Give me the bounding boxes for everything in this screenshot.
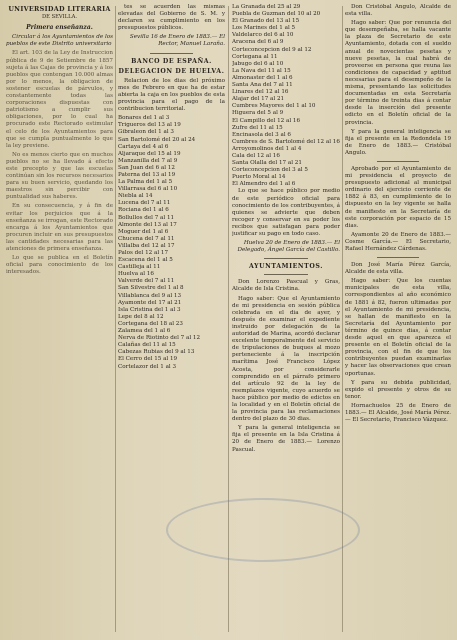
paragraph: tes se acuerden las mismas elevadas del Gobierno de S. M. y declaren su cumplimiento en los presupuestos públicos. [118, 4, 225, 32]
list-item: Alajar del 17 al 21 [232, 96, 285, 103]
list-item: Zufre del 11 al 15 [232, 124, 283, 131]
list-item: El Almendro del 1 al 6 [232, 181, 296, 188]
list-item: San Bartolomé del 20 al 24 [118, 136, 196, 143]
paragraph: Don José María Pérez García, Alcalde de esta villa. [345, 262, 451, 276]
section-header: BANCO DE ESPAÑA. [131, 57, 212, 65]
list-item: Cala del 12 al 16 [232, 152, 280, 159]
paragraph: Aprobado por el Ayuntamiento de mi presidencia el proyecto de presupuesto adicional al municipal ordinario del ejercicio corriente de 1882 á 83, en cumplimiento de lo dispuesto en la ley vigente se halla de manifiesto en la Secretaría de este corporación por espacio de 15 dias. [345, 165, 451, 229]
section-header: AYUNTAMIENTOS. [249, 263, 323, 271]
paragraph: Hago saber: Que el Ayuntamiento de mi presidencia en sesión pública celebrada en el dia de ayer, y después de examinar el expediente instruido por delegación de la autoridad de Marina, acordó declarar excelente temporalmente del servicio de tripulaciones de buques al mozo perteneciente á la inscripción marítima José Francisco López Acosta, por considerarle comprendido en el párrafo primero del artículo 92 de la ley de reemplazos vigente, cuyo acuerdo se hace público por medio de edictos en la localidad y en el Boletín oficial de la provincia para las reclamaciones dentro del plazo de 30 dias. [232, 295, 340, 423]
paragraph: Lo que se publica en el Boletín oficial para conocimiento de los interesados. [6, 255, 113, 276]
list-item: San Silvestre del 1 al 8 [118, 285, 184, 292]
list-item: Huelva al 16 [118, 271, 154, 278]
list-item: Nerva de Riotinto del 7 al 12 [118, 335, 201, 342]
list-item: El Cerro del 15 al 19 [118, 356, 178, 363]
list-item: Escacena del 1 al 5 [118, 257, 173, 264]
separator [377, 257, 419, 258]
payment-schedule-list [232, 4, 340, 188]
list-item: Corteconcepcion del 3 al 5 [232, 167, 308, 174]
list-item: Arroyomolinos del 1 al 4 [232, 145, 302, 152]
list-item: Los Marines del 1 al 5 [232, 25, 296, 32]
list-item: Villablanca del 9 al 13 [118, 292, 182, 299]
list-item: Lepe del 8 al 12 [118, 313, 164, 320]
list-item: El Granado del 13 al 15 [232, 18, 300, 25]
list-item: Zalamea del 1 al 6 [118, 328, 171, 335]
list-item: Encinasola del 3 al 6 [232, 131, 291, 138]
paragraph: Ayamonte 20 de Enero de 1883.— Cosme García.— El Secretario, Rafael Hernández Cárdenas. [345, 231, 451, 252]
list-item: Puerto Moral al 14 [232, 174, 286, 181]
column-1 [6, 4, 113, 636]
column-rule [228, 6, 229, 632]
section-title: Primera enseñanza. [26, 24, 93, 32]
list-item: Bollullos del 7 al 11 [118, 214, 175, 221]
paragraph: Relacion de los dias del próximo mes de Febrero en que ha de estar abierta la caja en los pueblos de esta provincia para el pago de la contribucion territorial. [118, 77, 225, 113]
paragraph: Hago saber: Que los cuentas municipales de esta villa, correspondientes al año económico de 1881 á 82, fueron ultimadas por el Ayuntamiento de mi presidencia, se hallan de manifiesto en la Secretaría del Ayuntamiento por término de quince dias, á contar desde aquel en que aparezca el presente en el Boletín oficial de la provincia, con el fin de que los contribuyentes puedan examinarlas y hacer las observaciones que crean oportunas. [345, 278, 451, 377]
list-item: Aracena del 6 al 9 [232, 39, 284, 46]
paragraph: Don Lorenzo Pascual y Gras, Alcalde de Isla Cristina. [232, 279, 340, 293]
signature: Huelva 20 de Enero de 1883.— El Delegado, Ángel García del Castillo. [237, 240, 340, 254]
paragraph: Don Cristóbal Angulo, Alcalde de esta villa. [345, 4, 451, 18]
section-header: UNIVERSIDAD LITERARIA [8, 5, 111, 13]
list-item: Calañas del 11 al 15 [118, 342, 176, 349]
paragraph: Hago saber: Que por renuncia del que desempeñaba, se halla vacante la plaza de Secretario de este Ayuntamiento, dotada con el sueldo anual de novecientas pesetas y nueve pesetas, la cual habrá de proveerse en persona que reuna las condiciones de capacidad y aptitud necesarias para el desempeño de la misma, presentando las solicitudes documentadas en esta Secretaría por término de treinta dias á contar desde la inserción del presente edicto en el Boletín oficial de la provincia. [345, 20, 451, 126]
paragraph: No es menos cierto que en muchos pueblos no se ha llevado á efecto este precepto y que las escuelas continúan sin los recursos necesarios para su buen servicio, quedando los maestros sin percibir con puntualidad sus haberes. [6, 151, 113, 201]
paragraph: Hornachuelos 25 de Enero de 1883.— El Alcalde, José María Pérez.— El Secretario, Francisco Vázquez. [345, 402, 451, 424]
list-item: Lucena del 7 al 11 [118, 200, 171, 207]
list-item: Almonaster del 1 al 6 [232, 74, 293, 81]
paragraph: Lo que se hace público por medio de este periódico oficial para conocimiento de los contribuyentes, á quienes se advierte que deben recoger y conservar en su poder los recibos que satisfagan para poder justificar su pago en todo caso. [232, 188, 340, 237]
list-item: La Granada del 25 al 29 [232, 4, 301, 10]
list-item: La Nava del 11 al 15 [232, 67, 291, 74]
list-item: Cumbres de S. Bartolomé del 12 al 16 [232, 138, 340, 145]
list-item: Jabugo del 6 al 10 [232, 60, 284, 67]
list-item: Rociana del 1 al 6 [118, 207, 169, 214]
section-subheader: DE SEVILLA. [41, 14, 77, 21]
column-3 [232, 4, 340, 636]
list-item: Villalba del 12 al 17 [118, 242, 175, 249]
separator [264, 274, 307, 275]
section-header: DELEGACION DE HUELVA. [118, 67, 225, 75]
list-item: Manzanilla del 7 al 9 [118, 157, 178, 164]
list-item: Cumbres Mayores del 1 al 10 [232, 103, 316, 110]
separator [377, 161, 419, 162]
list-item: Valdelarco del 6 al 10 [232, 32, 294, 39]
payment-schedule-list [118, 115, 225, 370]
list-item: El Campillo del 12 al 16 [232, 117, 301, 124]
list-item: Cartaya del 4 al 6 [118, 143, 169, 150]
list-item: Santa Ana del 7 al 11 [232, 82, 293, 89]
list-item: Trigueros del 13 al 19 [118, 122, 181, 129]
column-rule [342, 6, 343, 632]
list-item: Cortegana del 18 al 23 [118, 320, 183, 327]
paragraph: En su consecuencia, y á fin de evitar los perjuicios que á la enseñanza se irrogan, este Rectorado encarga á los Ayuntamientos que procuren incluir en sus presupuestos las cantidades necesarias para las atenciones de primera enseñanza. [6, 203, 113, 252]
list-item: Palos del 12 al 17 [118, 250, 169, 256]
paragraph: El art. 103 de la Ley de Instruccion pública de 9 de Setiembre de 1857 sujeta á las Cajas de provincia y á los pueblos que contengan 10.000 almas por lo menos, la obligacion de sostener escuelas de párvulos, y constantemente todas las corporaciones dispuestas con patriotismo a cumplir sus obligaciones, por lo cual ha procurado este Rectorado estimular el celo de los Ayuntamientos para que se cumpla puntualmente lo que la ley previene. [6, 50, 113, 149]
list-item: Cortegana al 11 [232, 53, 278, 60]
column-rule [115, 6, 116, 632]
list-item: Valverde del 7 al 11 [118, 278, 175, 285]
paragraph: Y para su debida publicidad, expido el presente y otros de su tenor. [345, 379, 451, 400]
paragraph: Y para la general inteligencia se fija el presente en la Redondela 19 de Enero de 1883.— Cristóbal Angulo. [345, 128, 451, 156]
list-item: La Palma del 1 al 5 [118, 179, 173, 186]
list-item: Linares del 12 al 16 [232, 89, 289, 96]
list-item: Puebla de Guzman del 10 al 20 [232, 11, 321, 18]
separator [264, 258, 307, 259]
list-item: Cabezas Rubias del 9 al 13 [118, 349, 195, 356]
list-item: Higuera del 5 al 9 [232, 110, 284, 117]
column-2 [118, 4, 225, 636]
separator [150, 53, 193, 54]
list-item: Villarrasa del 6 al 10 [118, 186, 178, 193]
list-item: Paterna del 13 al 19 [118, 171, 176, 178]
list-item: Santa Olalla del 17 al 21 [232, 160, 302, 167]
list-item: Aljaraque del 15 al 19 [118, 150, 181, 157]
list-item: Ayamonte del 17 al 21 [118, 299, 182, 306]
circular-intro: Circular á los Ayuntamientos de los pueblos de este Distrito universitario [6, 34, 113, 48]
list-item: Gibraleon del 1 al 3 [118, 129, 174, 136]
list-item: Moguer del 1 al 6 [118, 228, 169, 235]
column-4 [345, 4, 451, 636]
list-item: Cortelazor del 1 al 3 [118, 363, 177, 370]
list-item: Almonte del 13 al 17 [118, 221, 177, 228]
signature: Sevilla 16 de Enero de 1883.— El Rector, Manuel Laraña. [129, 34, 225, 48]
list-item: Bonares del 1 al 3 [118, 115, 170, 122]
list-item: Isla Cristina del 1 al 3 [118, 306, 181, 313]
list-item: Niebla al 14 [118, 193, 153, 200]
list-item: Corteconcepcion del 9 al 12 [232, 46, 312, 53]
list-item: Castilleja al 11 [118, 264, 161, 271]
list-item: San Juan del 6 al 12 [118, 164, 175, 171]
list-item: Chucena del 7 al 11 [118, 235, 175, 242]
paragraph: Y para la general inteligencia se fija el presente en la Isla Cristina á 20 de Enero de 1883.— Lorenzo Pascual. [232, 425, 340, 453]
